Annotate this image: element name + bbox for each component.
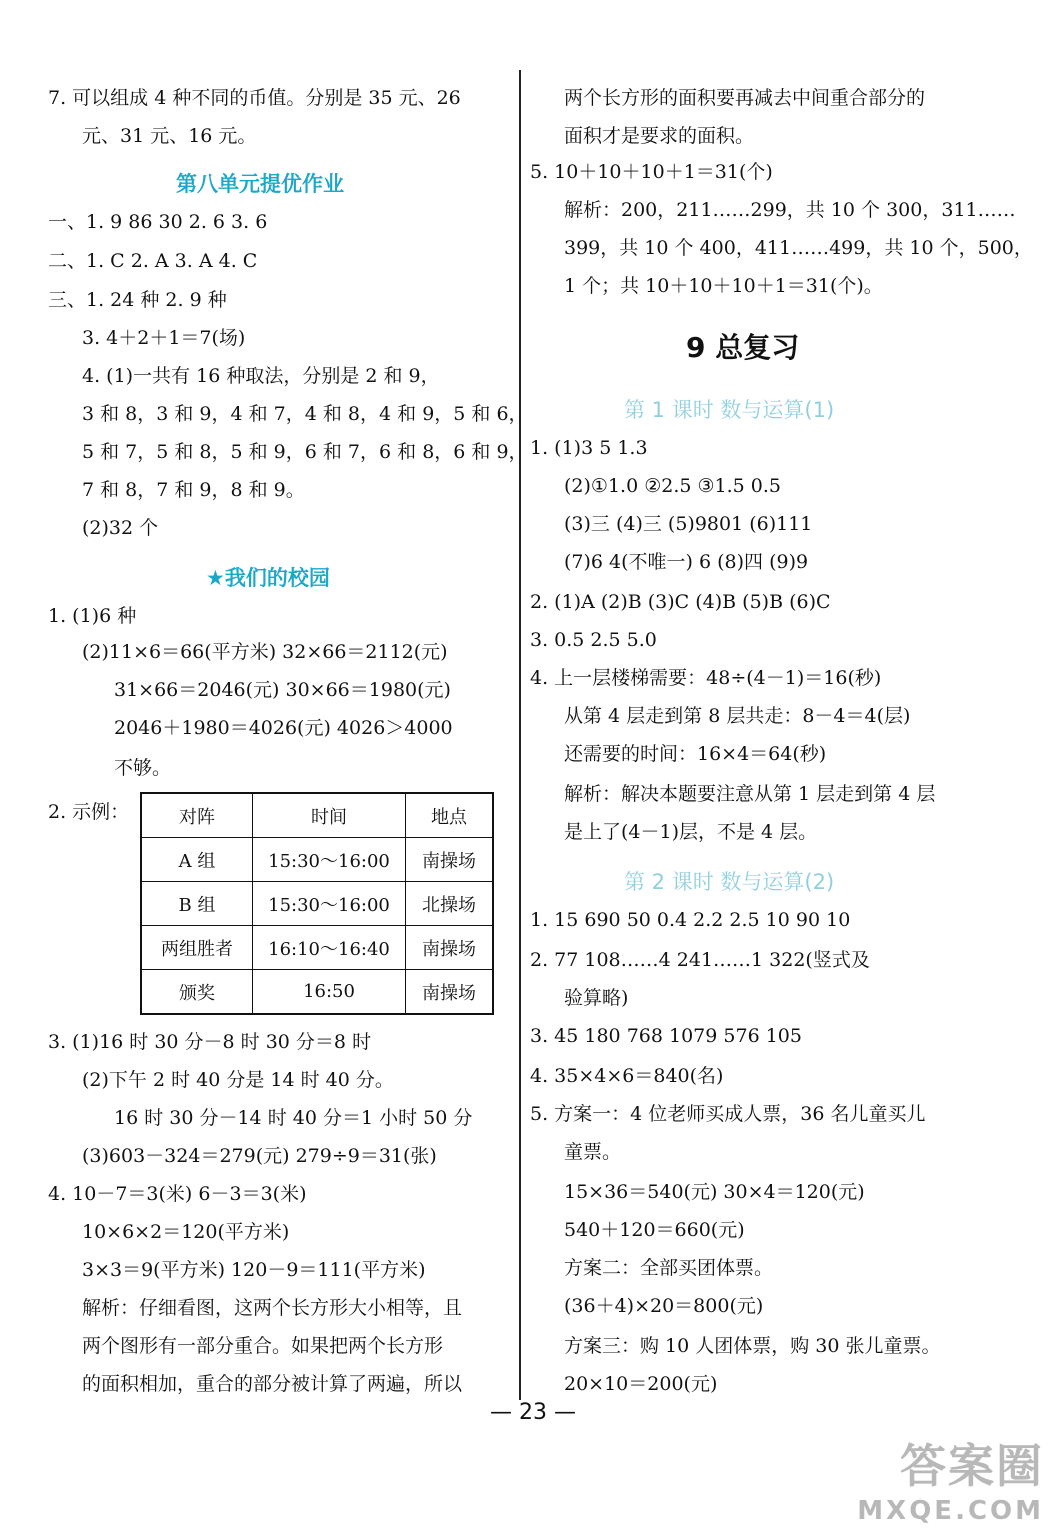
- lesson1-q1-2: (2)①1.0 ②2.5 ③1.5 0.5: [564, 475, 781, 497]
- part1-answers: 一、1. 9 86 30 2. 6 3. 6: [48, 211, 268, 233]
- page-number: — 23 —: [490, 1400, 576, 1425]
- campus-q1-2: (2)11×6＝66(平方米) 32×66＝2112(元): [82, 641, 448, 663]
- campus-q1-4: 2046＋1980＝4026(元) 4026＞4000: [114, 717, 453, 739]
- table-row: [141, 970, 493, 1015]
- lesson1-title: 第 1 课时 数与运算(1): [624, 398, 835, 422]
- table-cell: 两组胜者: [141, 926, 253, 970]
- lesson2-q2-1: 2. 77 108……4 241……1 322(竖式及: [530, 949, 870, 971]
- answer-7-line1: 7. 可以组成 4 种不同的币值。分别是 35 元、26: [48, 87, 461, 109]
- campus-q4-1: 4. 10－7＝3(米) 6－3＝3(米): [48, 1183, 307, 1205]
- part3-q4-line1: 4. (1)一共有 16 种取法，分别是 2 和 9，: [82, 365, 440, 387]
- lesson2-q5-7: 方案三：购 10 人团体票，购 30 张儿童票。: [564, 1335, 941, 1357]
- table-cell: 15:30～16:00: [253, 838, 406, 882]
- part3-q3: 3. 4＋2＋1＝7(场): [82, 327, 246, 349]
- lesson2-q1: 1. 15 690 50 0.4 2.2 2.5 10 90 10: [530, 909, 851, 931]
- table-cell: 15:30～16:00: [253, 882, 406, 926]
- analysis-cont-1: 两个长方形的面积要再减去中间重合部分的: [564, 87, 926, 109]
- lesson1-q4-analysis-2: 是上了(4－1)层，不是 4 层。: [564, 821, 818, 843]
- part2-answers: 二、1. C 2. A 3. A 4. C: [48, 250, 258, 272]
- lesson2-q2-2: 验算略): [564, 987, 629, 1009]
- campus-q4-analysis-3: 的面积相加，重合的部分被计算了两遍，所以: [82, 1373, 463, 1395]
- lesson1-q4-2: 从第 4 层走到第 8 层共走：8－4＝4(层): [564, 705, 911, 727]
- section-title-unit8: 第八单元提优作业: [176, 172, 344, 196]
- lesson2-q5-3: 15×36＝540(元) 30×4＝120(元): [564, 1181, 865, 1203]
- campus-q4-2: 10×6×2＝120(平方米): [82, 1221, 290, 1243]
- campus-q4-analysis-2: 两个图形有一部分重合。如果把两个长方形: [82, 1335, 444, 1357]
- column-divider: [519, 70, 521, 1400]
- table-cell: 南操场: [406, 838, 494, 882]
- answer-5-analysis-1: 解析：200，211……299，共 10 个 300，311……: [564, 199, 1016, 221]
- analysis-cont-2: 面积才是要求的面积。: [564, 125, 755, 147]
- table-cell: 颁奖: [141, 970, 253, 1015]
- table-cell: 南操场: [406, 970, 494, 1015]
- watermark-text-bottom: MXQE.COM: [857, 1496, 1044, 1526]
- table-row: [141, 838, 493, 882]
- lesson2-q5-8: 20×10＝200(元): [564, 1373, 718, 1395]
- part3-q4-line4: 7 和 8，7 和 9，8 和 9。: [82, 479, 305, 501]
- part3-q4-line2: 3 和 8，3 和 9，4 和 7，4 和 8，4 和 9，5 和 6，: [82, 403, 528, 425]
- campus-q1-3: 31×66＝2046(元) 30×66＝1980(元): [114, 679, 451, 701]
- campus-q1-1: 1. (1)6 种: [48, 605, 137, 627]
- lesson2-q5-6: (36＋4)×20＝800(元): [564, 1295, 764, 1317]
- table-header-cell: 地点: [406, 793, 494, 838]
- table-row: [141, 882, 493, 926]
- part3-q4-part2: (2)32 个: [82, 517, 159, 539]
- lesson1-q3: 3. 0.5 2.5 5.0: [530, 629, 657, 651]
- answer-5-analysis-3: 1 个；共 10＋10＋10＋1＝31(个)。: [564, 275, 883, 297]
- lesson2-q5-1: 5. 方案一：4 位老师买成人票，36 名儿童买儿: [530, 1103, 926, 1125]
- lesson1-q1-1: 1. (1)3 5 1.3: [530, 437, 648, 459]
- table-cell: 北操场: [406, 882, 494, 926]
- chapter-title: 9 总复习: [686, 331, 800, 364]
- campus-q2-label: 2. 示例：: [48, 801, 130, 823]
- campus-q4-3: 3×3＝9(平方米) 120－9＝111(平方米): [82, 1259, 426, 1281]
- section-title-campus: ★我们的校园: [206, 566, 330, 590]
- lesson1-q1-3: (3)三 (4)三 (5)9801 (6)111: [564, 513, 813, 535]
- table-cell: A 组: [141, 838, 253, 882]
- lesson2-q5-5: 方案二：全部买团体票。: [564, 1257, 774, 1279]
- watermark-logo: [857, 1430, 1044, 1526]
- answer-5: 5. 10＋10＋10＋1＝31(个): [530, 161, 773, 183]
- table-header-row: [141, 793, 493, 838]
- lesson1-q2: 2. (1)A (2)B (3)C (4)B (5)B (6)C: [530, 591, 831, 613]
- lesson1-q1-4: (7)6 4(不唯一) 6 (8)四 (9)9: [564, 551, 809, 573]
- campus-q3-4: (3)603－324＝279(元) 279÷9＝31(张): [82, 1145, 437, 1167]
- campus-q4-analysis-1: 解析：仔细看图，这两个长方形大小相等，且: [82, 1297, 463, 1319]
- campus-q1-5: 不够。: [114, 757, 172, 779]
- table-cell: B 组: [141, 882, 253, 926]
- lesson2-q5-2: 童票。: [564, 1141, 622, 1163]
- table-cell: 16:50: [253, 970, 406, 1015]
- table-header-cell: 对阵: [141, 793, 253, 838]
- lesson1-q4-3: 还需要的时间：16×4＝64(秒): [564, 743, 827, 765]
- campus-q3-1: 3. (1)16 时 30 分－8 时 30 分＝8 时: [48, 1031, 372, 1053]
- campus-q3-2: (2)下午 2 时 40 分是 14 时 40 分。: [82, 1069, 394, 1091]
- lesson1-q4-analysis-1: 解析：解决本题要注意从第 1 层走到第 4 层: [564, 783, 936, 805]
- schedule-table: [140, 792, 494, 1015]
- part3-answers: 三、1. 24 种 2. 9 种: [48, 289, 227, 311]
- lesson2-q4: 4. 35×4×6＝840(名): [530, 1065, 724, 1087]
- table-header-cell: 时间: [253, 793, 406, 838]
- lesson2-q3: 3. 45 180 768 1079 576 105: [530, 1025, 802, 1047]
- answer-7-line2: 元、31 元、16 元。: [82, 125, 257, 147]
- part3-q4-line3: 5 和 7，5 和 8，5 和 9，6 和 7，6 和 8，6 和 9，: [82, 441, 528, 463]
- lesson2-title: 第 2 课时 数与运算(2): [624, 870, 835, 894]
- lesson1-q4-1: 4. 上一层楼梯需要：48÷(4－1)＝16(秒): [530, 667, 882, 689]
- campus-q3-3: 16 时 30 分－14 时 40 分＝1 小时 50 分: [114, 1107, 473, 1129]
- table-cell: 南操场: [406, 926, 494, 970]
- lesson2-q5-4: 540＋120＝660(元): [564, 1219, 745, 1241]
- watermark-text-top: 答案圈: [900, 1439, 1044, 1493]
- answer-5-analysis-2: 399，共 10 个 400，411……499，共 10 个，500，: [564, 237, 1033, 259]
- table-row: [141, 926, 493, 970]
- table-cell: 16:10～16:40: [253, 926, 406, 970]
